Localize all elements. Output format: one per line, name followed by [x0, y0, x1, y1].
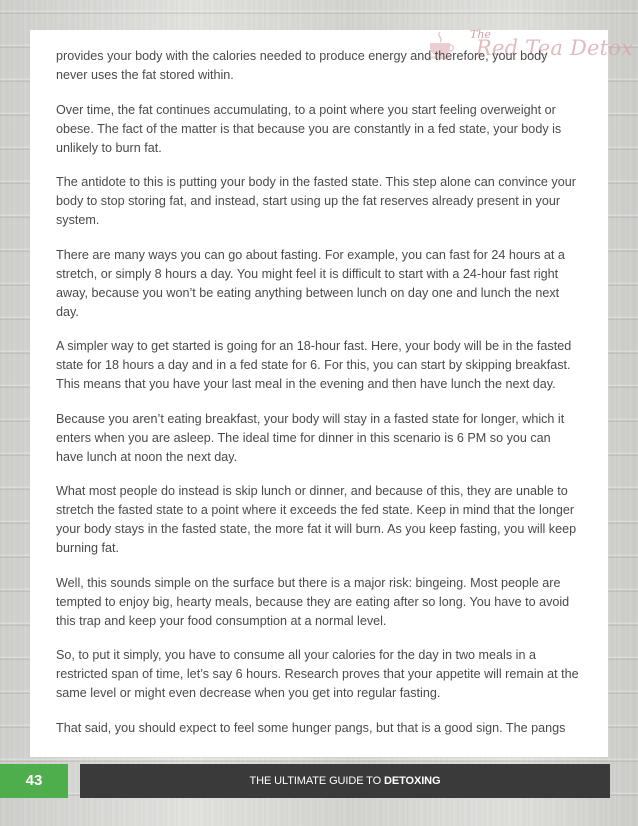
paragraph: The antidote to this is putting your body in the fasted state. This step alone can convince your body to stop storing fat, and instead, start using up the fat reserves already present in your system. — [56, 175, 576, 227]
paragraph: provides your body with the calories needed to produce energy and therefore, your body never uses the fat stored within. — [56, 49, 548, 82]
logo-name: Red Tea Detox — [476, 36, 634, 60]
logo-prefix: The — [470, 28, 491, 41]
footer-title — [80, 764, 610, 798]
page-footer — [0, 764, 638, 798]
body-text — [56, 47, 580, 753]
paragraph: So, to put it simply, you have to consume all your calories for the day in two meals in a restricted span of time, let’s say 6 hours. Research proves that your appetite will remain at the same level or might even decrease when you get into regular fasting. — [56, 648, 579, 700]
paragraph: That said, you should expect to feel some hunger pangs, but that is a good sign. The pangs — [56, 720, 566, 735]
paragraph: Over time, the fat continues accumulating, to a point where you start feeling overweight or obese. The fact of the matter is that because you are constantly in a fed state, your body is unlikely to burn fat. — [56, 102, 562, 155]
paragraph: There are many ways you can go about fasting. For example, you can fast for 24 hours at a stretch, or simply 8 hours a day. You might feel it is difficult to start with a 24-hour fast right away, because you won’t be eating anything between lunch on day one and lunch the next day. — [56, 247, 565, 319]
page-number: 43 — [0, 764, 68, 798]
paragraph: Well, this sounds simple on the surface but there is a major risk: bingeing. Most people are tempted to enjoy big, hearty meals, because they are eating after so long. You have to avoid this trap and keep your food consumption at a normal level. — [56, 575, 570, 628]
paragraph: Because you aren’t eating breakfast, your body will stay in a fasted state for longer, which it enters when you are asleep. The ideal time for dinner in this scenario is 6 PM so you can have lunch at noon the next day. — [56, 411, 565, 464]
footer-title-prefix: THE ULTIMATE GUIDE TO — [249, 775, 385, 787]
paragraph: What most people do instead is skip lunch or dinner, and because of this, they are unable to stretch the fasted state to a point where it exceeds the fed state. Keep in mind that the longer your body stays in the fasted state, the more fat it will burn. As you keep fasting, you will keep burning fat. — [56, 484, 577, 555]
paragraph: A simpler way to get started is going for an 18-hour fast. Here, your body will be in the fasted state for 18 hours a day and in a fed state for 6. For this, you can start by skipping breakfast. This means that you have your last meal in the evening and then have lunch the next day. — [56, 339, 572, 391]
footer-title-emphasis: DETOXING — [384, 775, 441, 787]
